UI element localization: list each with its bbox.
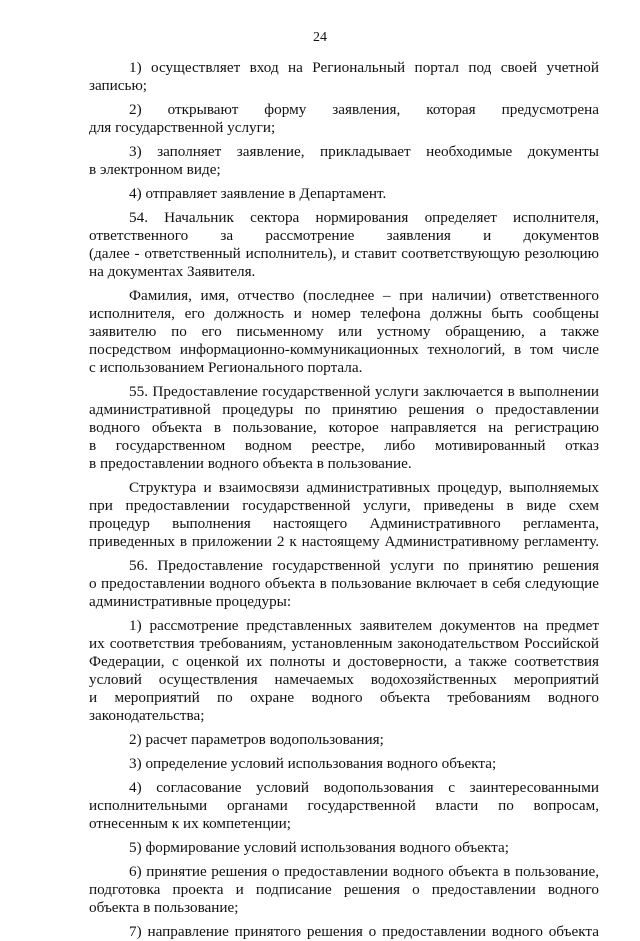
text-line: 5) формирование условий использования водного объекта;: [129, 839, 509, 856]
text-line: ответственного за рассмотрение заявления и документов: [89, 227, 599, 244]
text-line: объекта в пользование;: [89, 899, 239, 916]
text-line: на документах Заявителя.: [89, 263, 256, 280]
text-line: 1) осуществляет вход на Региональный портал под своей учетной: [129, 59, 599, 76]
text-line: записью;: [89, 77, 148, 94]
text-line: в государственном водном реестре, либо мотивированный отказ: [89, 437, 599, 454]
text-line: при предоставлении государственной услуги, приведены в виде схем: [89, 497, 599, 514]
text-line: в электронном виде;: [89, 161, 221, 178]
text-line: процедур выполнения настоящего Административного регламента,: [89, 515, 599, 532]
text-line: (далее - ответственный исполнитель), и ставит соответствующую резолюцию: [89, 245, 599, 262]
text-line: законодательства;: [89, 707, 205, 724]
text-line: 7) направление принятого решения о предоставлении водного объекта: [129, 923, 599, 940]
text-line: 3) заполняет заявление, прикладывает необходимые документы: [129, 143, 599, 160]
text-line: 4) отправляет заявление в Департамент.: [129, 185, 387, 202]
text-line: 4) согласование условий водопользования с заинтересованными: [129, 779, 599, 796]
text-line: условий осуществления намечаемых водохозяйственных мероприятий: [89, 671, 599, 688]
text-line: 3) определение условий использования водного объекта;: [129, 755, 497, 772]
text-line: посредством информационно-коммуникационных технологий, в том числе: [89, 341, 599, 358]
text-line: водного объекта в пользование, которое направляется на регистрацию: [89, 419, 599, 436]
document-body: [89, 59, 599, 941]
text-line: 54. Начальник сектора нормирования определяет исполнителя,: [129, 209, 599, 226]
text-line: приведенных в приложении 2 к настоящему Административному регламенту.: [89, 533, 599, 550]
text-line: в предоставлении водного объекта в пользование.: [89, 455, 412, 472]
text-line: 56. Предоставление государственной услуги по принятию решения: [129, 557, 599, 574]
text-line: подготовка проекта и подписание решения о предоставлении водного: [89, 881, 599, 898]
text-line: Федерации, с оценкой их полноты и достоверности, а также соответствия: [89, 653, 599, 670]
text-line: административные процедуры:: [89, 593, 292, 610]
text-line: 2) открывают форму заявления, которая предусмотрена: [129, 101, 599, 118]
text-line: Фамилия, имя, отчество (последнее – при наличии) ответственного: [129, 287, 599, 304]
text-line: их соответствия требованиям, установленным законодательством Российской: [89, 635, 599, 652]
text-line: 1) рассмотрение представленных заявителем документов на предмет: [129, 617, 599, 634]
text-line: заявителю по его письменному или устному обращению, а также: [89, 323, 599, 340]
text-line: административной процедуры по принятию решения о предоставлении: [89, 401, 599, 418]
text-line: 2) расчет параметров водопользования;: [129, 731, 384, 748]
page-number: 24: [313, 30, 327, 45]
text-line: о предоставлении водного объекта в пользование включает в себя следующие: [89, 575, 599, 592]
text-line: 6) принятие решения о предоставлении водного объекта в пользование,: [129, 863, 599, 880]
text-line: отнесенным к их компетенции;: [89, 815, 292, 832]
text-line: с использованием Регионального портала.: [89, 359, 363, 376]
text-line: Структура и взаимосвязи административных процедур, выполняемых: [129, 479, 599, 496]
text-line: для государственной услуги;: [89, 119, 276, 136]
text-line: исполнителя, его должность и номер телефона должны быть сообщены: [89, 305, 599, 322]
text-line: 55. Предоставление государственной услуги заключается в выполнении: [129, 383, 599, 400]
text-line: исполнительными органами государственной власти по вопросам,: [89, 797, 599, 814]
text-line: и мероприятий по охране водного объекта требованиям водного: [89, 689, 599, 706]
